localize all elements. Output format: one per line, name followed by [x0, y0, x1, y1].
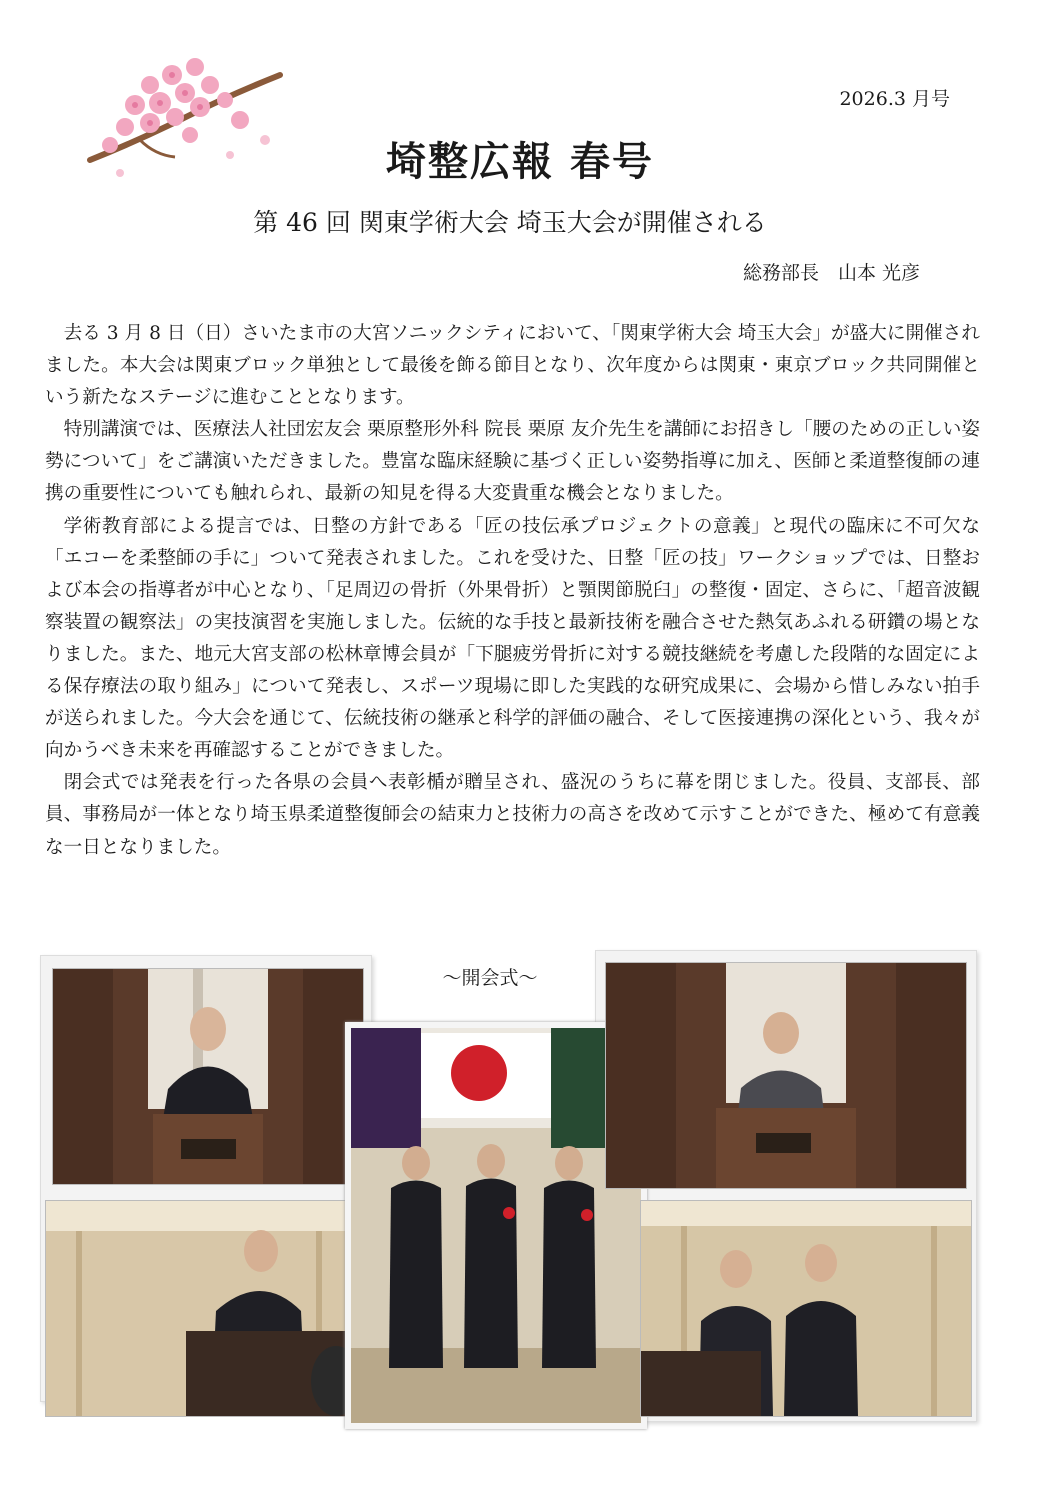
issue-date: 2026.3 月号	[839, 88, 950, 110]
paragraph: 閉会式では発表を行った各県の会員へ表彰楯が贈呈され、盛況のうちに幕を閉じました。役員、支部長、部員、事務局が一体となり埼玉県柔道整復師会の結束力と技術力の高さを改めて示すことができた、極めて有意義な一日となりました。	[45, 772, 980, 858]
photo-three-officials	[345, 1022, 647, 1429]
photo-opening-speaker-3	[605, 962, 967, 1189]
article-author: 総務部長 山本 光彦	[742, 262, 920, 284]
article-body	[45, 318, 980, 864]
paragraph: 特別講演では、医療法人社団宏友会 栗原整形外科 院長 栗原 友介先生を講師にお招きし「腰のための正しい姿勢について」をご講演いただきました。豊富な臨床経験に基づく正しい姿勢指導に加え、医師と柔道整復師の連携の重要性についても触れられ、最新の知見を得る大変貴重な機会となりました。	[45, 419, 980, 505]
paragraph: 学術教育部による提言では、日整の方針である「匠の技伝承プロジェクトの意義」と現代の臨床に不可欠な「エコーを柔整師の手に」ついて発表されました。これを受けた、日整「匠の技」ワークショップでは、日整および本会の指導者が中心となり、「足周辺の骨折（外果骨折）と顎関節脱臼」の整復・固定、さらに、「超音波観察装置の観察法」の実技演習を実施しました。伝統的な手技と最新技術を融合させた熱気あふれる研鑽の場となりました。また、地元大宮支部の松林章博会員が「下腿疲労骨折に対する競技継続を考慮した段階的な固定による保存療法の取り組み」について発表し、スポーツ現場に即した実践的な研究成果に、会場から惜しみない拍手が送られました。今大会を通じて、伝統技術の継承と科学的評価の融合、そして医接連携の深化という、我々が向かうべき未来を再確認することができました。	[45, 515, 980, 762]
photo-applause	[640, 1200, 972, 1417]
photo-opening-speaker-2	[45, 1200, 362, 1417]
photo-caption: ～開会式～	[442, 967, 538, 989]
article-headline: 第 46 回 関東学術大会 埼玉大会が開催される	[253, 208, 767, 237]
paragraph: 去る 3 月 8 日（日）さいたま市の大宮ソニックシティにおいて、「関東学術大会 埼玉大会」が盛大に開催されました。本大会は関東ブロック単独として最後を飾る節目となり、次年度からは関東・東京ブロック共同開催という新たなステージに進むこととなります。	[45, 323, 980, 409]
photo-opening-speaker-1	[52, 968, 364, 1185]
newsletter-title: 埼整広報 春号	[386, 138, 654, 185]
